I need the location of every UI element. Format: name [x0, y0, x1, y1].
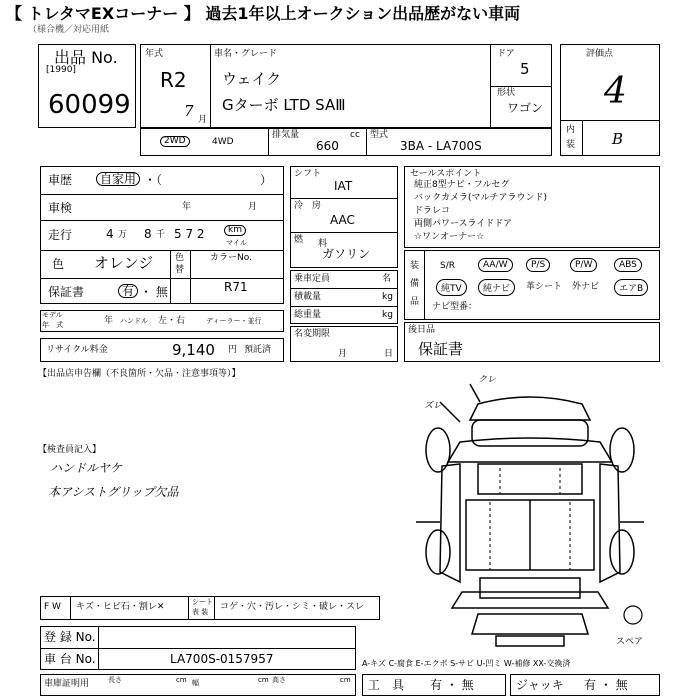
mileage-label: 走行	[48, 228, 73, 242]
jack-label: ジャッキ	[516, 678, 564, 692]
certificate-width: 幅	[192, 679, 199, 687]
spare-label: スペア	[616, 637, 644, 647]
history-close: ）	[260, 173, 273, 187]
year-month-unit: 月	[198, 115, 208, 125]
navi-model-label: ナビ型番：	[432, 302, 478, 312]
equipment-label-1: 装	[410, 261, 420, 271]
year-month: 7	[184, 102, 194, 120]
displacement-unit: cc	[350, 130, 360, 140]
ac-label: 冷 房	[294, 201, 322, 211]
banner: 【 トレタマEXコーナー 】 過去1年以上オークション出品歴がない車両	[6, 4, 521, 23]
model-name: ウェイク	[222, 70, 282, 88]
load-unit: kg	[382, 292, 393, 302]
history-value: 自家用	[96, 172, 140, 186]
warranty-label: 保証書	[48, 285, 85, 299]
ac-value: AAC	[330, 213, 355, 227]
grade: Gターボ LTD SAⅢ	[222, 96, 346, 114]
inspector-line-1: ハンドルヤケ	[50, 461, 123, 475]
equip-aaw: AA/W	[478, 258, 513, 272]
shift-label: シフト	[294, 169, 322, 179]
score-label: 評価点	[586, 49, 614, 59]
sales-point-5: ☆ワンオーナー☆	[414, 232, 485, 242]
fw-label: F W	[44, 602, 61, 612]
mileage-sen: 8	[144, 227, 152, 241]
lot-bracket: [1990]	[46, 65, 76, 75]
equip-abs: ABS	[614, 258, 642, 272]
capacity-label: 乗車定員	[294, 274, 331, 284]
equip-navi: 純ナビ	[478, 279, 515, 296]
equipment-label-3: 品	[410, 297, 420, 307]
model-year-handle: ハンドル	[120, 317, 148, 325]
name-change-month: 月	[338, 349, 348, 359]
recycle-unit: 円	[228, 345, 238, 355]
later-value: 保証書	[418, 340, 464, 358]
lot-number: 60099	[48, 90, 131, 120]
mileage-rest: 5 7 2	[174, 227, 205, 241]
certificate-cm-2: cm	[258, 676, 269, 684]
doors-label: ドア	[497, 49, 515, 59]
equip-ext-navi: 外ナビ	[572, 282, 600, 292]
color-change-a: 色	[175, 253, 185, 263]
drive-2wd: 2WD	[160, 136, 190, 147]
lot-label: 出品 No.	[54, 48, 118, 67]
drive-4wd: 4WD	[212, 137, 234, 147]
damage-legend: A-キズ C-腐食 E-エクボ S-サビ U-凹ミ W-補修 XX-交換済	[362, 659, 571, 668]
weight-label: 総重量	[294, 310, 322, 320]
name-label: 車名・グレード	[214, 49, 278, 59]
recycle-note: 預託済	[244, 345, 272, 355]
registration-label: 登 録 No.	[44, 630, 96, 644]
history-label: 車歴	[48, 173, 73, 187]
recycle-label: リサイクル料金	[46, 345, 108, 355]
load-label: 積載量	[294, 292, 322, 302]
shape-value: ワゴン	[507, 101, 544, 115]
color-label: 色	[52, 257, 65, 271]
sales-point-3: ドラレコ	[414, 206, 451, 216]
certificate-height: 高さ	[272, 676, 286, 684]
fw-seat-items: コゲ・穴・汚レ・シミ・破レ・スレ	[220, 602, 365, 612]
name-change-label: 名変期限	[294, 329, 331, 339]
car-damage-diagram	[400, 372, 660, 652]
model-year-lr: 左・右	[158, 316, 186, 326]
warranty-none: ・ 無	[140, 285, 168, 299]
color-value: オレンジ	[94, 254, 154, 272]
weight-unit: kg	[382, 310, 393, 320]
inspector-label: 【検査員記入】	[38, 445, 102, 455]
chassis-value: LA700S-0157957	[170, 652, 274, 666]
fuel-label-a: 燃	[294, 235, 304, 245]
color-no-value: R71	[224, 280, 248, 294]
inspector-line-2: 本アシストグリップ欠品	[48, 485, 179, 499]
interior-label-a: 内	[566, 125, 576, 135]
fw-seat: シート	[192, 598, 213, 606]
certificate-cm-1: cm	[176, 676, 187, 684]
chassis-label: 車 台 No.	[44, 652, 96, 666]
model-year-year: 年	[104, 316, 114, 326]
model-year-dealer: ディーラー・並行	[206, 317, 262, 325]
sheet-type: （様合機／対応用紙	[28, 25, 110, 35]
equip-pw: P/W	[570, 258, 597, 272]
mileage-man-unit: 万	[118, 230, 128, 240]
jack-value: 有 ・ 無	[584, 678, 628, 692]
equipment-label-2: 備	[410, 279, 420, 289]
mileage-sen-unit: 千	[156, 230, 166, 240]
sales-points-label: セールスポイント	[410, 169, 482, 179]
tools-value: 有 ・ 無	[430, 678, 474, 692]
score-value: 4	[604, 71, 627, 112]
seller-notes-label: 【出品店申告欄（不良箇所・欠品・注意事項等）】	[38, 369, 241, 379]
inspection-label: 車検	[48, 201, 73, 215]
warranty-has: 有	[118, 284, 138, 298]
displacement-label: 排気量	[272, 130, 300, 140]
mark-kure: クレ	[478, 375, 497, 385]
model-code-label: 型式	[370, 130, 389, 140]
mileage-mile: マイル	[226, 239, 247, 247]
history-dot: ・（	[144, 173, 163, 187]
equip-airbag: エアB	[614, 279, 648, 296]
color-no-label: カラーNo.	[210, 253, 252, 263]
equip-sr: S/R	[440, 261, 455, 271]
sales-point-2: バックカメラ(マルチアラウンド)	[414, 193, 548, 203]
mileage-km: km	[224, 225, 246, 236]
sales-point-4: 両側パワースライドドア	[414, 219, 513, 229]
displacement-value: 660	[316, 139, 339, 153]
inspection-year: 年	[182, 202, 192, 212]
capacity-unit: 名	[382, 274, 392, 284]
equip-tv: 純TV	[436, 279, 467, 296]
fuel-value: ガソリン	[322, 247, 371, 261]
model-code-value: 3BA - LA700S	[400, 139, 482, 153]
year-value: R2	[160, 68, 187, 92]
year-label: 年式	[145, 49, 164, 59]
shift-value: IAT	[334, 179, 353, 193]
spare-tire-icon	[622, 604, 644, 626]
name-change-day: 日	[384, 349, 394, 359]
color-change-b: 替	[175, 265, 185, 275]
equip-ps: P/S	[526, 258, 550, 272]
recycle-value: 9,140	[172, 341, 215, 359]
equip-leather: 革シート	[526, 282, 563, 292]
fuel-label-b: 料	[318, 239, 328, 249]
fw-seat-2: 表 装	[192, 608, 209, 616]
model-year-b: 年 式	[42, 321, 63, 329]
certificate-label: 車庫証明用	[44, 679, 90, 689]
inspection-month: 月	[248, 202, 258, 212]
mileage-man: 4	[106, 227, 114, 241]
tools-label: 工 具	[368, 678, 405, 692]
certificate-cm-3: cm	[340, 676, 351, 684]
certificate-length: 長さ	[108, 676, 122, 684]
doors-value: 5	[520, 60, 530, 78]
shape-label: 形状	[497, 88, 516, 98]
mark-zure: ズレ	[424, 401, 443, 411]
spec-row	[140, 128, 552, 156]
interior-label-b: 装	[566, 140, 576, 150]
sales-point-1: 純正8型ナビ・フルセグ	[414, 180, 510, 190]
model-year-a: モデル	[42, 311, 63, 319]
interior-value: B	[612, 130, 624, 148]
later-label: 後日品	[408, 325, 436, 335]
fw-items: キズ・ヒビ石・割レ✕	[76, 602, 165, 612]
